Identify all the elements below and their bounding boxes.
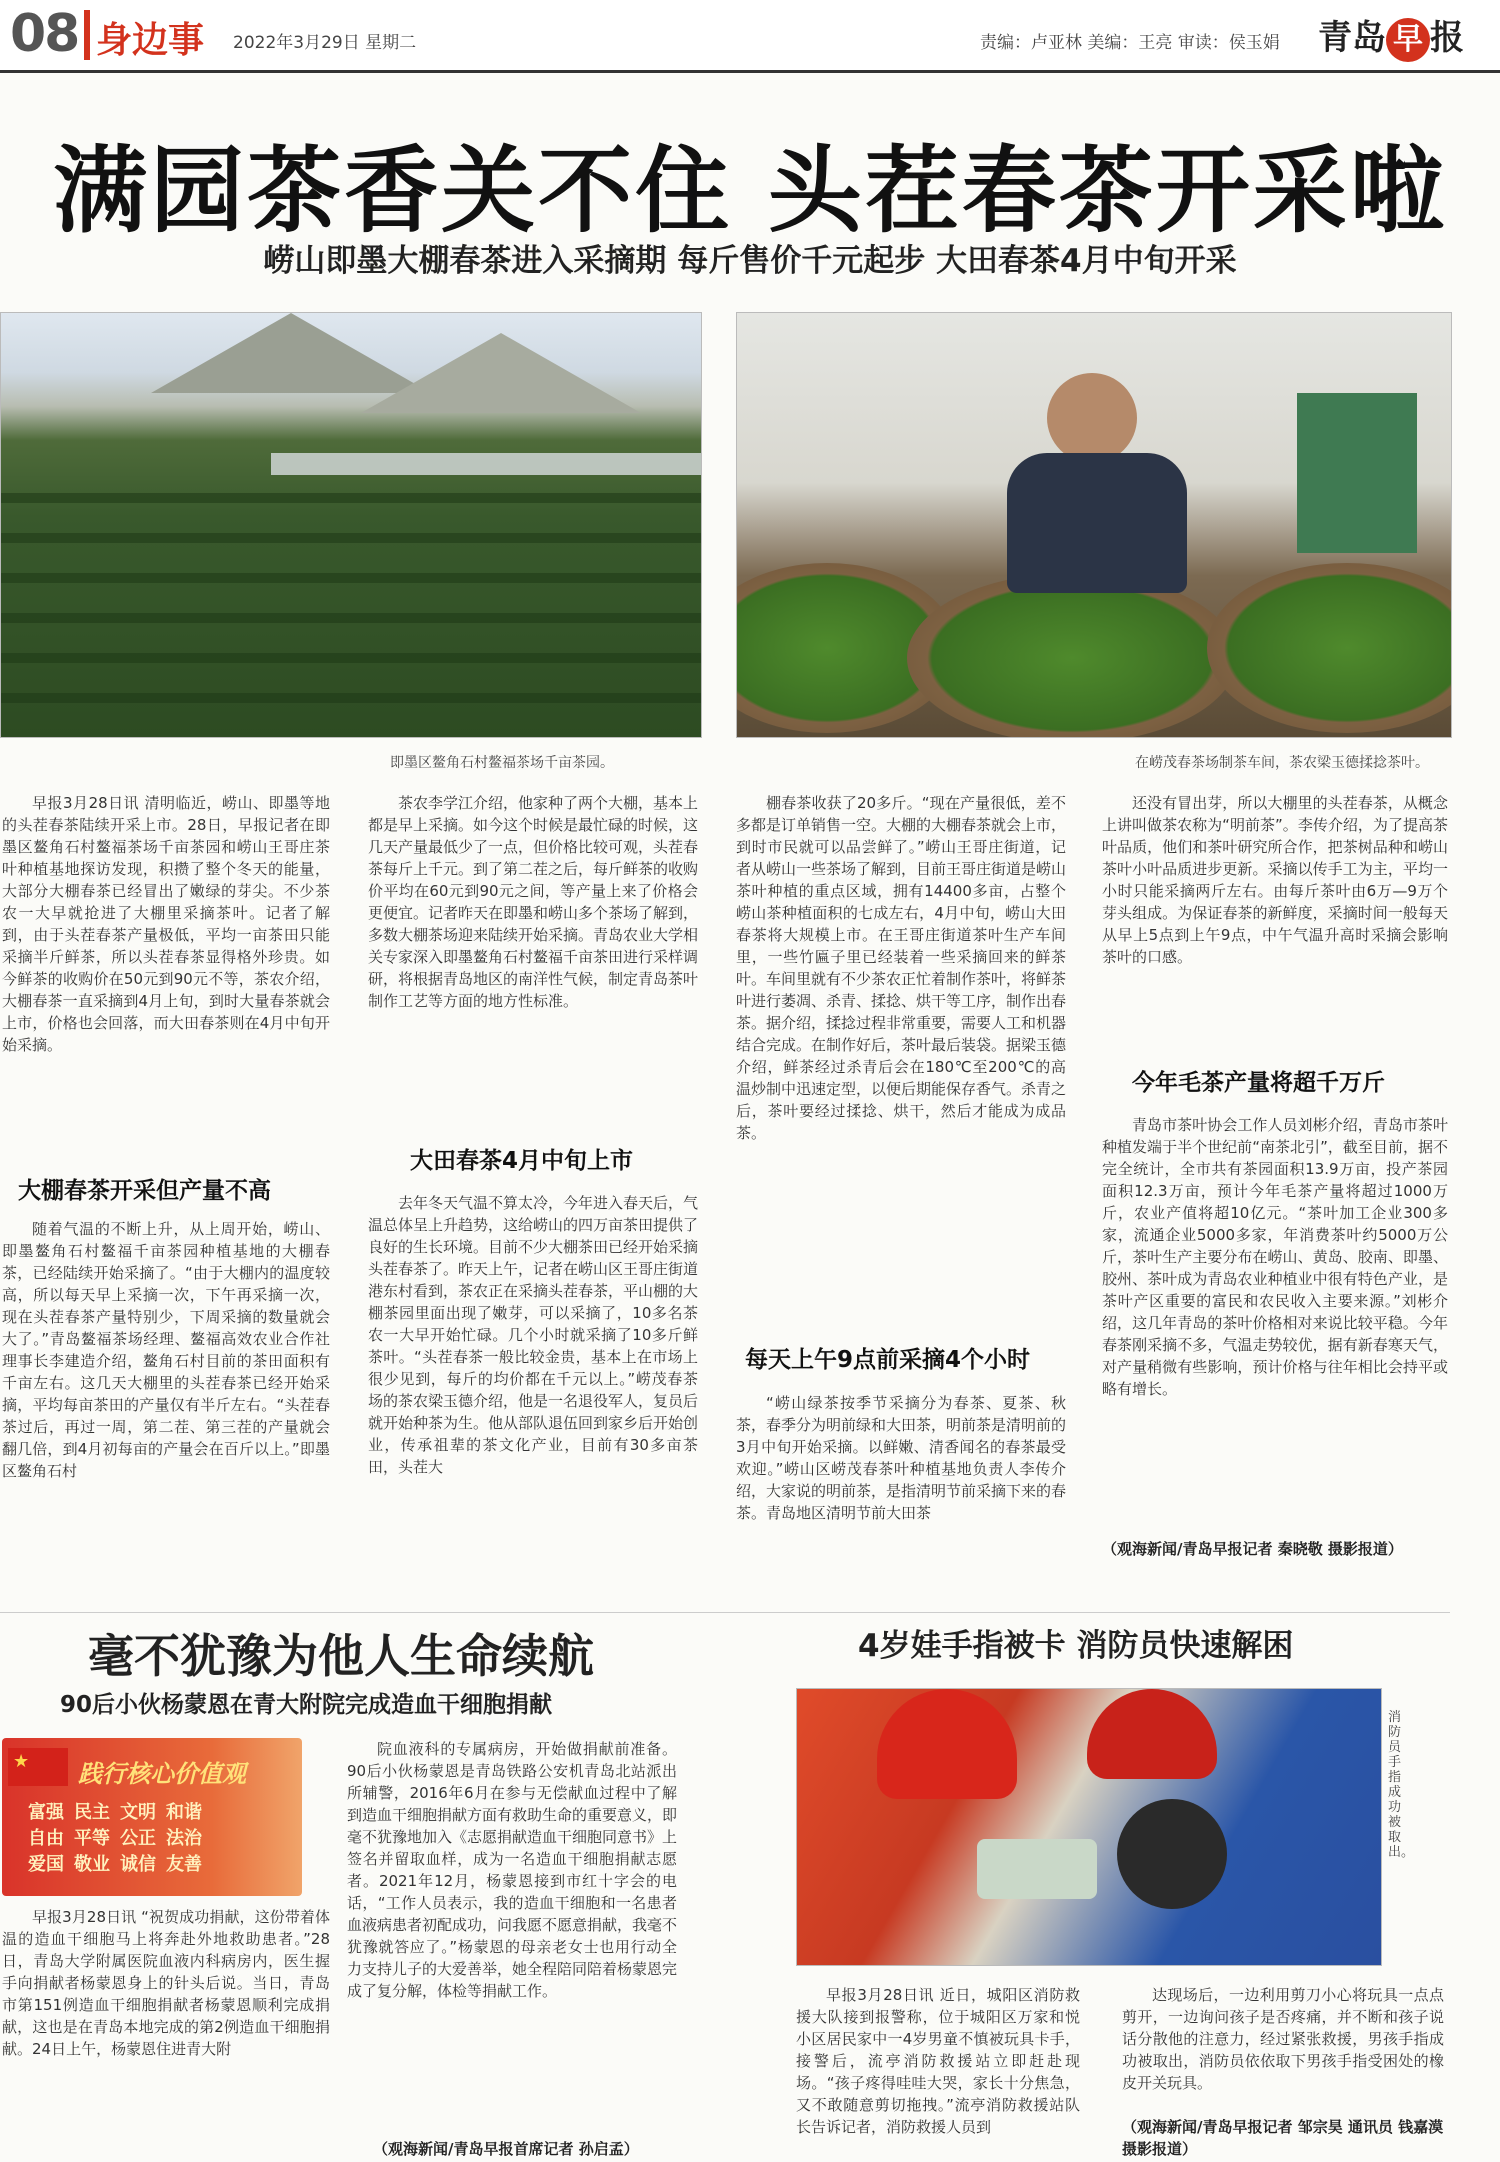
value-word: 敬业 (74, 1854, 110, 1875)
section-subheading: 大棚春茶开采但产量不高 (18, 1178, 271, 1204)
worker-head (1047, 373, 1137, 463)
value-word: 友善 (166, 1854, 202, 1875)
lead-column-1 (2, 792, 330, 1158)
section-subheading: 今年毛茶产量将超千万斤 (1132, 1070, 1385, 1096)
tea-row (1, 493, 701, 503)
tea-row (1, 533, 701, 543)
flag-icon: ★ (8, 1748, 68, 1786)
worker-body (1007, 453, 1187, 593)
value-word: 爱国 (28, 1854, 64, 1875)
helmet (877, 1689, 1017, 1799)
lead-column-3 (736, 792, 1066, 1332)
value-word: 和谐 (166, 1802, 202, 1823)
issue-date: 2022年3月29日 星期二 (233, 33, 417, 53)
tea-row (1, 653, 701, 663)
tea-maker-photo (736, 312, 1452, 738)
tea-row (1, 573, 701, 583)
value-word: 文明 (120, 1802, 156, 1823)
lead-column-2b (368, 1192, 698, 1614)
value-word: 民主 (74, 1802, 110, 1823)
logo-tail: 报 (1430, 18, 1464, 58)
story2-subhead: 90后小伙杨蒙恩在青大附院完成造血干细胞捐献 (60, 1692, 553, 1718)
logo-mark: 早 (1386, 18, 1430, 62)
lead-column-4b (1102, 1114, 1448, 1534)
paragraph: 早报3月28日讯 清明临近，崂山、即墨等地的头茬春茶陆续开采上市。28日，早报记者在即墨区鳌角石村鳌福茶场千亩茶园和崂山王哥庄茶叶种植基地探访发现，积攒了整个冬天的能量，大部分大棚春茶已经冒出了嫩绿的芽尖。不少茶农一大早就抢进了大棚里采摘茶叶。记者了解到，由于头茬春茶产量极低，平均一亩茶田只能采摘半斤鲜茶，所以头茬春茶显得格外珍贵。如今鲜茶的收购价在50元到90元不等，茶农介绍，大棚春茶一直采摘到4月上旬，到时大量春茶就会上市，价格也会回落，而大田春茶则在4月中旬开始采摘。 (2, 794, 330, 1054)
newspaper-logo (1318, 10, 1464, 58)
value-word: 诚信 (120, 1854, 156, 1875)
tea-maker-caption: 在崂茂春茶场制茶车间，茶农梁玉德揉捻茶叶。 (1135, 755, 1429, 771)
paragraph: 青岛市茶叶协会工作人员刘彬介绍，青岛市茶叶种植发端于半个世纪前“南茶北引”，截至目前，据不完全统计，全市共有茶园面积13.9万亩，投产茶园面积12.3万亩，预计今年毛茶产量将超过1000万斤，农业产值将超10亿元。“茶叶加工企业300多家，流通企业5000多家，年消费茶叶约5000万公斤，茶叶生产主要分布在崂山、黄岛、胶南、即墨、胶州、茶叶成为青岛农业种植业中很有特色产业，是茶叶产区重要的富民和农民收入主要来源。”刘彬介绍，这几年青岛的茶叶价格相对来说比较平稳。今年春茶刚采摘不多，气温走势较优，据有新春寒天气，对产量稍微有些影响，预计价格与往年相比会持平或略有增长。 (1102, 1116, 1448, 1398)
greenhouse-roof (271, 453, 701, 475)
section-subheading: 每天上午9点前采摘4个小时 (745, 1347, 1031, 1373)
tea-field-caption: 即墨区鳌角石村鳌福茶场千亩茶园。 (390, 755, 614, 771)
story3-column-2 (1122, 1984, 1444, 2112)
tea-basket (907, 573, 1237, 738)
story3-column-1 (796, 1984, 1080, 2162)
paragraph: “崂山绿茶按季节采摘分为春茶、夏茶、秋茶，春季分为明前绿和大田茶，明前茶是清明前的3月中旬开始采摘。以鲜嫩、清香闻名的春茶最受欢迎。”崂山区崂茂春茶叶种植基地负责人李传介绍，大家说的明前茶，是指清明节前采摘下来的春茶。青岛地区清明节前大田茶 (736, 1394, 1066, 1522)
paragraph: 还没有冒出芽，所以大棚里的头茬春茶，从概念上讲叫做茶农称为“明前茶”。李传介绍，为了提高茶叶品质，他们和茶叶研究所合作，把茶树品种和崂山茶叶小叶品质进步更新。采摘以传手工为主，平均一小时只能采摘两斤左右。由每斤茶叶由6万—9万个芽头组成。为保证春茶的新鲜度，采摘时间一般每天从早上5点到上午9点，中午气温升高时采摘会影响茶叶的口感。 (1102, 794, 1448, 966)
section-divider (0, 1612, 1450, 1613)
firefighter-caption: 消防员手指成功被取出。 (1388, 1710, 1415, 1860)
lead-column-1b (2, 1218, 330, 1616)
paragraph: 随着气温的不断上升，从上周开始，崂山、即墨鳌角石村鳌福千亩茶园种植基地的大棚春茶，已经陆续开始采摘了。“由于大棚内的温度较高，所以每天早上采摘一次，下午再采摘一次，现在头茬春茶产量特别少，下周采摘的数量就会大了。”青岛鳌福茶场经理、鳌福高效农业合作社理事长李建造介绍，鳌角石村目前的茶田面积有千亩左右。这几天大棚里的头茬春茶已经开始采摘，平均每亩茶田的产量仅有半斤左右。“头茬春茶过后，再过一周，第二茬、第三茬的产量就会翻几倍，到4月初每亩的产量会在百斤以上。”即墨区鳌角石村 (2, 1220, 330, 1480)
firefighter-photo (796, 1688, 1382, 1966)
story3-byline: （观海新闻/青岛早报记者 邹宗昊 通讯员 钱嘉漠 摄影报道） (1122, 2118, 1444, 2158)
lead-column-2 (368, 792, 698, 1132)
tea-field-photo (0, 312, 702, 738)
helmet (1087, 1689, 1217, 1779)
value-word: 法治 (166, 1828, 202, 1849)
value-word: 自由 (28, 1828, 64, 1849)
toy (977, 1839, 1097, 1899)
lead-subhead: 崂山即墨大棚春茶进入采摘期 每斤售价千元起步 大田春茶4月中旬开采 (263, 243, 1237, 279)
paragraph: 早报3月28日讯 近日，城阳区消防救援大队接到报警称，位于城阳区万家和悦小区居民家中一4岁男童不慎被玩具卡手，接警后，流亭消防救援站立即赶赴现场。“孩子疼得哇哇大哭，家长十分焦急，又不敢随意剪切拖拽。”流亭消防救援站队长告诉记者，消防救援人员到 (796, 1986, 1080, 2136)
story2-column-2 (347, 1738, 677, 2138)
value-word: 富强 (28, 1802, 64, 1823)
tea-basket (1207, 563, 1452, 733)
mountain-shape (361, 333, 641, 413)
section-name: 身边事 (96, 20, 205, 61)
value-word: 公正 (120, 1828, 156, 1849)
story2-byline: （观海新闻/青岛早报首席记者 孙启孟） (373, 2140, 639, 2158)
tea-row (1, 613, 701, 623)
paragraph: 棚春茶收获了20多斤。“现在产量很低，差不多都是订单销售一空。大棚的大棚春茶就会上市，到时市民就可以品尝鲜了。”崂山王哥庄街道，记者从崂山一些茶场了解到，目前王哥庄街道是崂山茶叶种植的重点区域，拥有14400多亩，占整个崂山茶种植面积的七成左右，4月中旬，崂山大田春茶将大规模上市。在王哥庄街道茶叶生产车间里，一些竹匾子里已经装着一些采摘回来的鲜茶叶。车间里就有不少茶农正忙着制作茶叶，将鲜茶叶进行萎凋、杀青、揉捻、烘干等工序，制作出春茶。据介绍，揉捻过程非常重要，需要人工和机器结合完成。在制作好后，茶叶最后装袋。据梁玉德介绍，鲜茶经过杀青后会在180℃至200℃的高温炒制中迅速定型，以便后期能保存香气。杀青之后，茶叶要经过揉捻、烘干，然后才能成为成品茶。 (736, 794, 1066, 1142)
logo-text: 青岛 (1318, 18, 1386, 58)
paragraph: 达现场后，一边利用剪刀小心将玩具一点点剪开，一边询问孩子是否疼痛，并不断和孩子说话分散他的注意力，经过紧张救援，男孩手指成功被取出，消防员依依取下男孩手指受困处的橡皮开关玩具。 (1122, 1986, 1444, 2092)
banner-title: 践行核心价值观 (78, 1760, 246, 1788)
page-number: 08 (10, 4, 79, 64)
child-head (1117, 1799, 1227, 1909)
lead-byline: （观海新闻/青岛早报记者 秦晓敬 摄影报道） (1102, 1540, 1403, 1558)
story3-headline: 4岁娃手指被卡 消防员快速解困 (858, 1628, 1294, 1664)
lead-headline: 满园茶香关不住 头茬春茶开采啦 (53, 137, 1447, 246)
lead-column-3b (736, 1392, 1066, 1614)
paragraph: 早报3月28日讯 “祝贺成功捐献，这份带着体温的造血干细胞马上将奔赴外地救助患者。”28日，青岛大学附属医院血液内科病房内，医生握手向捐献者杨蒙恩身上的针头后说。当日，青岛市第151例造血干细胞捐献者杨蒙恩顺利完成捐献，这也是在青岛本地完成的第2例造血干细胞捐献。24日上午，杨蒙恩住进青大附 (2, 1908, 330, 2058)
story2-headline: 毫不犹豫为他人生命续航 (88, 1629, 594, 1683)
tea-row (1, 693, 701, 703)
section-subheading: 大田春茶4月中旬上市 (410, 1148, 634, 1174)
core-values-list (28, 1800, 298, 1878)
paragraph: 茶农李学江介绍，他家种了两个大棚，基本上都是早上采摘。如今这个时候是最忙碌的时候，这几天产量最低少了一点，但价格比较可观，头茬春茶每斤上千元。到了第二茬之后，每斤鲜茶的收购价平均在60元到90元之间，等产量上来了价格会更便宜。记者昨天在即墨和崂山多个茶场了解到，多数大棚茶场迎来陆续开始采摘。青岛农业大学相关专家深入即墨鳌角石村鳌福千亩茶田进行采样调研，将根据青岛地区的南洋性气候，制定青岛茶叶制作工艺等方面的地方性标准。 (368, 794, 698, 1010)
editors-credit: 责编：卢亚林 美编：王亮 审读：侯玉娟 (980, 33, 1280, 53)
section-accent-bar (84, 10, 90, 60)
lead-column-4 (1102, 792, 1448, 1050)
machine (1297, 393, 1417, 553)
value-word: 平等 (74, 1828, 110, 1849)
story2-column-1 (2, 1906, 330, 2162)
paragraph: 院血液科的专属病房，开始做捐献前准备。90后小伙杨蒙恩是青岛铁路公安机青岛北站派出所辅警，2016年6月在参与无偿献血过程中了解到造血干细胞捐献方面有救助生命的重要意义，即毫不犹豫地加入《志愿捐献造血干细胞同意书》上签名并留取血样，成为一名造血干细胞捐献志愿者。2021年12月，杨蒙恩接到市红十字会的电话，“工作人员表示，我的造血干细胞和一名患者血液病患者初配成功，问我愿不愿意捐献，我毫不犹豫就答应了。”杨蒙恩的母亲老女士也用行动全力支持儿子的大爱善举，她全程陪同陪着杨蒙恩完成了复分解，体检等捐献工作。 (347, 1740, 677, 2000)
paragraph: 去年冬天气温不算太冷，今年进入春天后，气温总体呈上升趋势，这给崂山的四万亩茶田提供了良好的生长环境。目前不少大棚茶田已经开始采摘头茬春茶了。昨天上午，记者在崂山区王哥庄街道港东村看到，茶农正在采摘头茬春茶，平山棚的大棚茶园里面出现了嫩芽，可以采摘了，10多名茶农一大早开始忙碌。几个小时就采摘了10多斤鲜茶叶。“头茬春茶一般比较金贵，基本上在市场上很少见到，每斤的均价都在千元以上。”崂茂春茶场的茶农梁玉德介绍，他是一名退役军人，复员后就开始种茶为生。他从部队退伍回到家乡后开始创业，传承祖辈的茶文化产业，目前有30多亩茶田，头茬大 (368, 1194, 698, 1476)
